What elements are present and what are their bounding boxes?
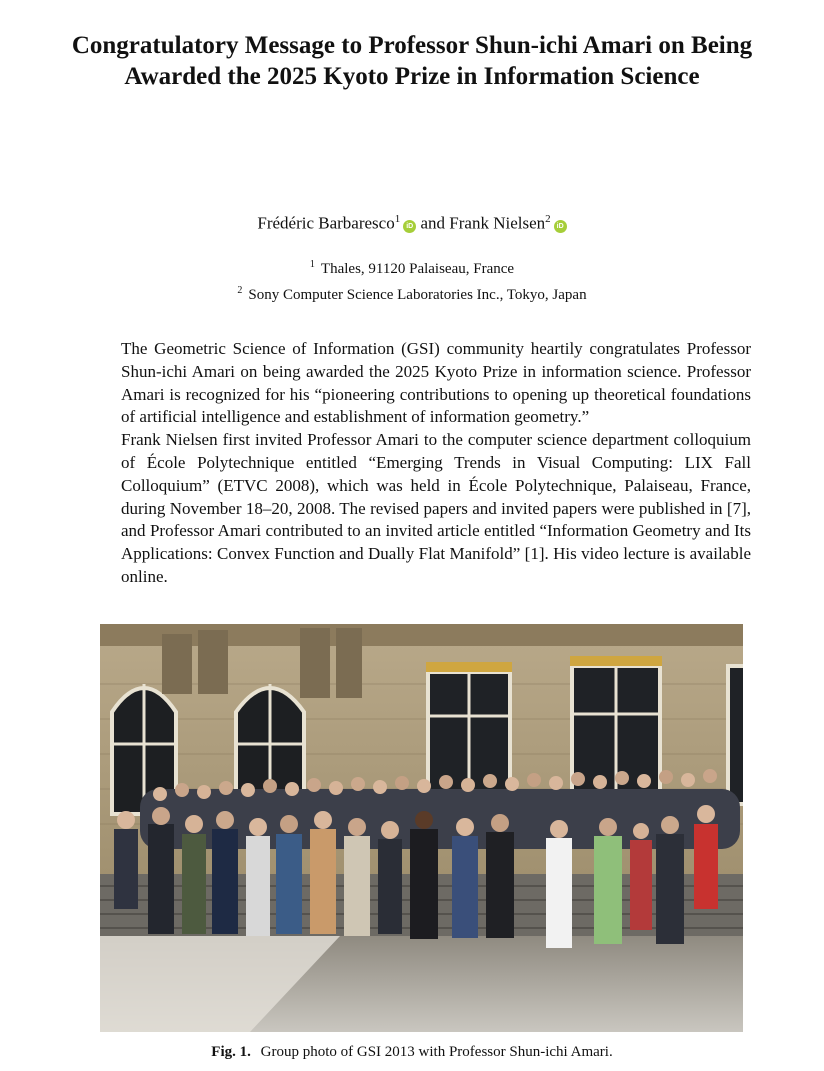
author-name: Frank Nielsen [449,213,546,233]
affiliation [0,254,824,280]
affiliation [0,280,824,306]
group-photo-image [100,624,743,1032]
orcid-icon[interactable]: iD [554,220,567,233]
affiliation-number: 2 [237,285,243,296]
paragraph: The Geometric Science of Information (GSI) community heartily congratulates Professor Shun-ichi Amari on being awarded the 2025 Kyoto Prize in information science. Professor Amari is recognized for his “pioneering contributions to opening up theoretical foundations of artificial intelligence and establishment of information geometry.” [121,339,751,427]
author-separator: and [420,213,446,233]
orcid-icon[interactable]: iD [403,220,416,233]
affiliation-text: Sony Computer Science Laboratories Inc., Tokyo, Japan [248,287,587,303]
author-affil-mark: 1 [394,213,401,225]
affiliation-text: Thales, 91120 Palaiseau, France [320,261,515,277]
affiliations [0,254,824,306]
author-line [0,213,824,234]
figure-label: Fig. 1. [211,1044,251,1060]
figure-caption [0,1044,824,1061]
paragraph: Frank Nielsen first invited Professor Amari to the computer science department colloquium of École Polytechnique entitled “Emerging Trends in Visual Computing: LIX Fall Colloquium” (ETVC 2008), which was held in École Polytechnique, Palaiseau, France, during November 18–20, 2008. The revised papers and invited papers were published in [7], and Professor Amari contributed to an invited article entitled “Information Geometry and Its Applications: Convex Function and Dually Flat Manifold” [1]. His video lecture is available online. [121,430,751,586]
figure-caption-text: Group photo of GSI 2013 with Professor Shun-ichi Amari. [260,1044,613,1060]
group-photo [100,624,743,1032]
body-text [121,338,751,589]
affiliation-number: 1 [309,259,315,270]
paper-title: Congratulatory Message to Professor Shun-ichi Amari on Being Awarded the 2025 Kyoto Prize in Information Science [71,32,753,90]
author-name: Frédéric Barbaresco [257,213,395,233]
author-affil-mark: 2 [545,213,551,225]
